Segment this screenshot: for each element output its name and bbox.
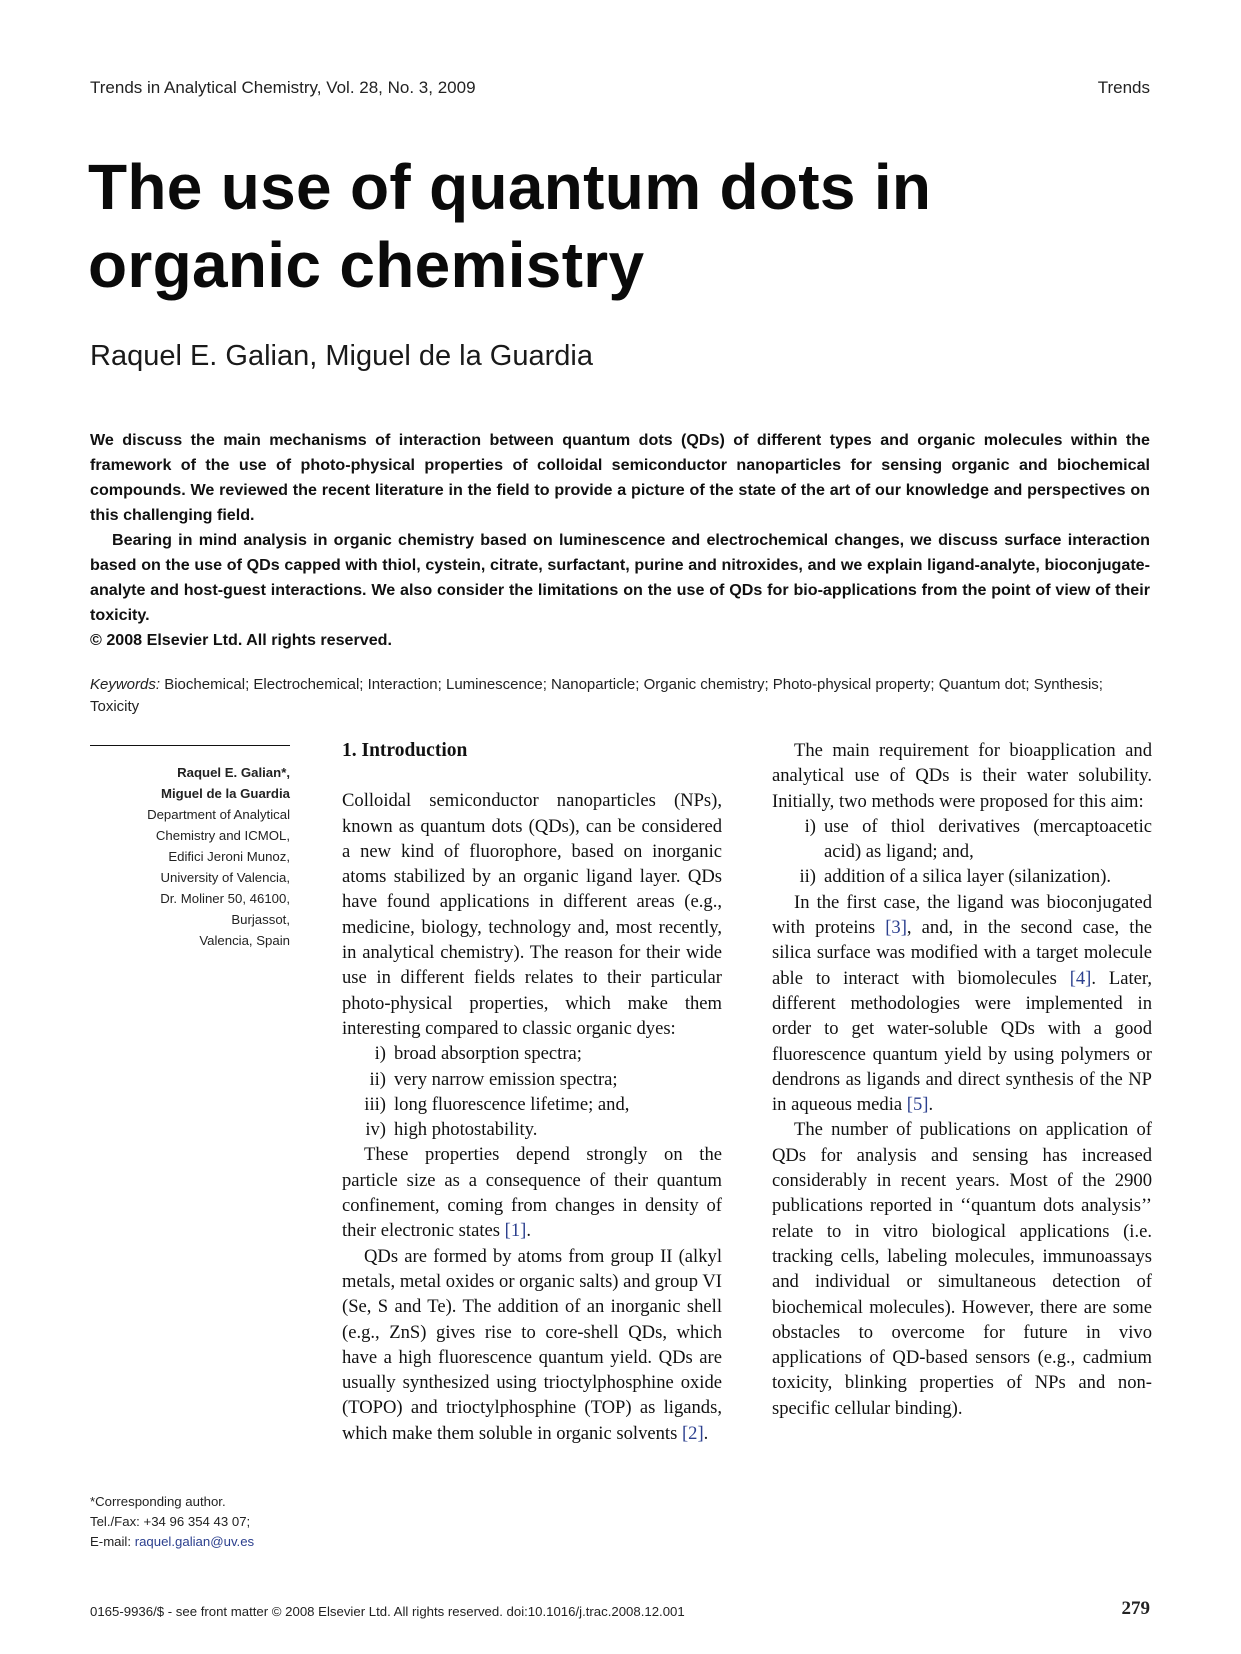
footnote-email-line	[90, 1532, 300, 1552]
affiliation-divider	[90, 745, 290, 746]
affiliation-line: Department of Analytical	[147, 807, 290, 822]
running-head	[90, 78, 1150, 98]
page-number: 279	[1121, 1598, 1150, 1619]
author-affiliation	[100, 762, 290, 951]
list-number: ii)	[369, 1068, 386, 1090]
list-text: long fluorescence lifetime; and,	[394, 1093, 630, 1115]
list-item	[772, 814, 1152, 865]
abstract-paragraph: Bearing in mind analysis in organic chemistry based on luminescence and electrochemical changes, we discuss surface interaction based on the use of QDs capped with thiol, cystein, citrate, surfactant, purine and nitroxides, and we explain ligand-analyte, bioconjugate-analyte and host-guest interactions. We also consider the limitations on the use of QDs for bio-applications from the point of view of their toxicity.	[90, 531, 1150, 624]
paragraph-text: QDs are formed by atoms from group II (alkyl metals, metal oxides or organic salts) and group VI (Se, S and Te). The addition of an inorganic shell (e.g., ZnS) gives rise to core-shell QDs, which have a high fluorescence quantum yield. QDs are usually synthesized using trioctylphosphine oxide (TOPO) and trioctylphosphine (TOP) as ligands, which make them soluble in organic solvents	[342, 1245, 722, 1444]
keywords-label: Keywords:	[90, 676, 161, 693]
body-paragraph: The main requirement for bioapplication and analytical use of QDs is their water solubility. Initially, two methods were proposed for this aim:	[772, 740, 1152, 812]
citation-link[interactable]: [2]	[681, 1422, 704, 1444]
copyright-notice: © 2008 Elsevier Ltd. All rights reserved.	[90, 631, 392, 649]
list-number: i)	[804, 815, 816, 837]
list-number: ii)	[799, 866, 816, 888]
keywords	[90, 674, 1150, 718]
paragraph-end: .	[703, 1422, 709, 1444]
list-number: iv)	[365, 1119, 386, 1141]
affiliation-line: Edifici Jeroni Munoz,	[168, 849, 290, 864]
paragraph-text: In the first case, the ligand was bioconjugated with proteins	[772, 891, 1152, 939]
body-paragraph	[342, 1244, 722, 1446]
affiliation-line: Valencia, Spain	[199, 933, 290, 948]
footnote-line: Tel./Fax: +34 96 354 43 07;	[90, 1514, 251, 1529]
body-column-right	[772, 738, 1152, 1421]
paragraph-end: .	[526, 1220, 531, 1242]
list-text: use of thiol derivatives (mercaptoacetic acid) as ligand; and,	[824, 815, 1152, 863]
abstract	[90, 428, 1150, 653]
corresponding-author-footnote	[90, 1492, 300, 1552]
property-list	[342, 1041, 722, 1142]
page-footer	[90, 1598, 1150, 1619]
affiliation-line: University of Valencia,	[160, 870, 290, 885]
article-title: The use of quantum dots in organic chemistry	[88, 151, 932, 301]
list-item	[772, 864, 1152, 889]
footer-text: 0165-9936/$ - see front matter © 2008 Elsevier Ltd. All rights reserved. doi:10.1016/j.trac.2008.12.001	[90, 1604, 685, 1619]
section-heading: 1. Introduction	[342, 740, 468, 761]
list-item	[342, 1041, 722, 1066]
list-text: high photostability.	[394, 1119, 538, 1141]
list-text: addition of a silica layer (silanization).	[824, 866, 1112, 888]
email-label: E-mail:	[90, 1534, 135, 1549]
paragraph-text: , and, in the second case, the silica surface was modified with a target molecule able to interact with biomolecules	[772, 917, 1152, 989]
list-item	[342, 1067, 722, 1092]
keywords-text: Biochemical; Electrochemical; Interaction; Luminescence; Nanoparticle; Organic chemistry; Photo-physical property; Quantum dot; Synthesis; Toxicity	[90, 676, 1103, 715]
body-paragraph	[342, 1142, 722, 1243]
paragraph-end: .	[928, 1094, 934, 1116]
abstract-paragraph: We discuss the main mechanisms of interaction between quantum dots (QDs) of different types and organic molecules within the framework of the use of photo-physical properties of colloidal semiconductor nanoparticles for sensing organic and biochemical compounds. We reviewed the recent literature in the field to provide a picture of the state of the art of our knowledge and perspectives on this challenging field.	[90, 431, 1150, 524]
list-item	[342, 1092, 722, 1117]
affiliation-line: Burjassot,	[231, 912, 290, 927]
affiliation-name: Miguel de la Guardia	[161, 786, 290, 801]
affiliation-name: Raquel E. Galian*,	[177, 765, 290, 780]
citation-link[interactable]: [3]	[885, 917, 907, 939]
body-paragraph	[772, 890, 1152, 1118]
list-item	[342, 1117, 722, 1142]
section-label: Trends	[1097, 78, 1150, 97]
list-text: very narrow emission spectra;	[394, 1068, 618, 1090]
list-number: iii)	[364, 1093, 386, 1115]
paragraph-text: . Later, different methodologies were implemented in order to get water-soluble QDs with a good fluorescence quantum yield by using polymers or dendrons as ligands and direct synthesis of the NP in aqueous media	[772, 967, 1153, 1116]
citation-link[interactable]: [5]	[906, 1094, 929, 1116]
list-number: i)	[374, 1043, 386, 1065]
body-paragraph: The number of publications on application of QDs for analysis and sensing has increased considerably in recent years. Most of the 2900 publications reported in ‘‘quantum dots analysis’’ relate to in vitro biological applications (i.e. tracking cells, labeling molecules, immunoassays and individual or simultaneous detection of biochemical molecules). However, there are some obstacles to overcome for future in vivo applications of QD-based sensors (e.g., cadmium toxicity, blinking properties of NPs and non-specific cellular binding).	[772, 1119, 1152, 1419]
method-list	[772, 814, 1152, 890]
paragraph-text: These properties depend strongly on the particle size as a consequence of their quantum confinement, coming from changes in density of their electronic states	[342, 1144, 722, 1242]
affiliation-line: Chemistry and ICMOL,	[155, 828, 290, 843]
journal-citation: Trends in Analytical Chemistry, Vol. 28, No. 3, 2009	[90, 78, 476, 97]
list-text: broad absorption spectra;	[394, 1043, 582, 1065]
body-paragraph: Colloidal semiconductor nanoparticles (NPs), known as quantum dots (QDs), can be considered a new kind of fluorophore, based on inorganic atoms stabilized by an organic ligand layer. QDs have found applications in different areas (e.g., medicine, biology, technology and, most recently, in analytical chemistry). The reason for their wide use in different fields relates to their particular photo-physical properties, which make them interesting compared to classic organic dyes:	[342, 790, 722, 1039]
footnote-line: *Corresponding author.	[90, 1494, 226, 1509]
citation-link[interactable]: [4]	[1069, 967, 1092, 989]
affiliation-line: Dr. Moliner 50, 46100,	[160, 891, 290, 906]
email-link[interactable]: raquel.galian@uv.es	[134, 1534, 255, 1549]
body-column-middle	[342, 738, 722, 1446]
citation-link[interactable]: [1]	[504, 1220, 527, 1242]
author-list: Raquel E. Galian, Miguel de la Guardia	[90, 340, 593, 372]
